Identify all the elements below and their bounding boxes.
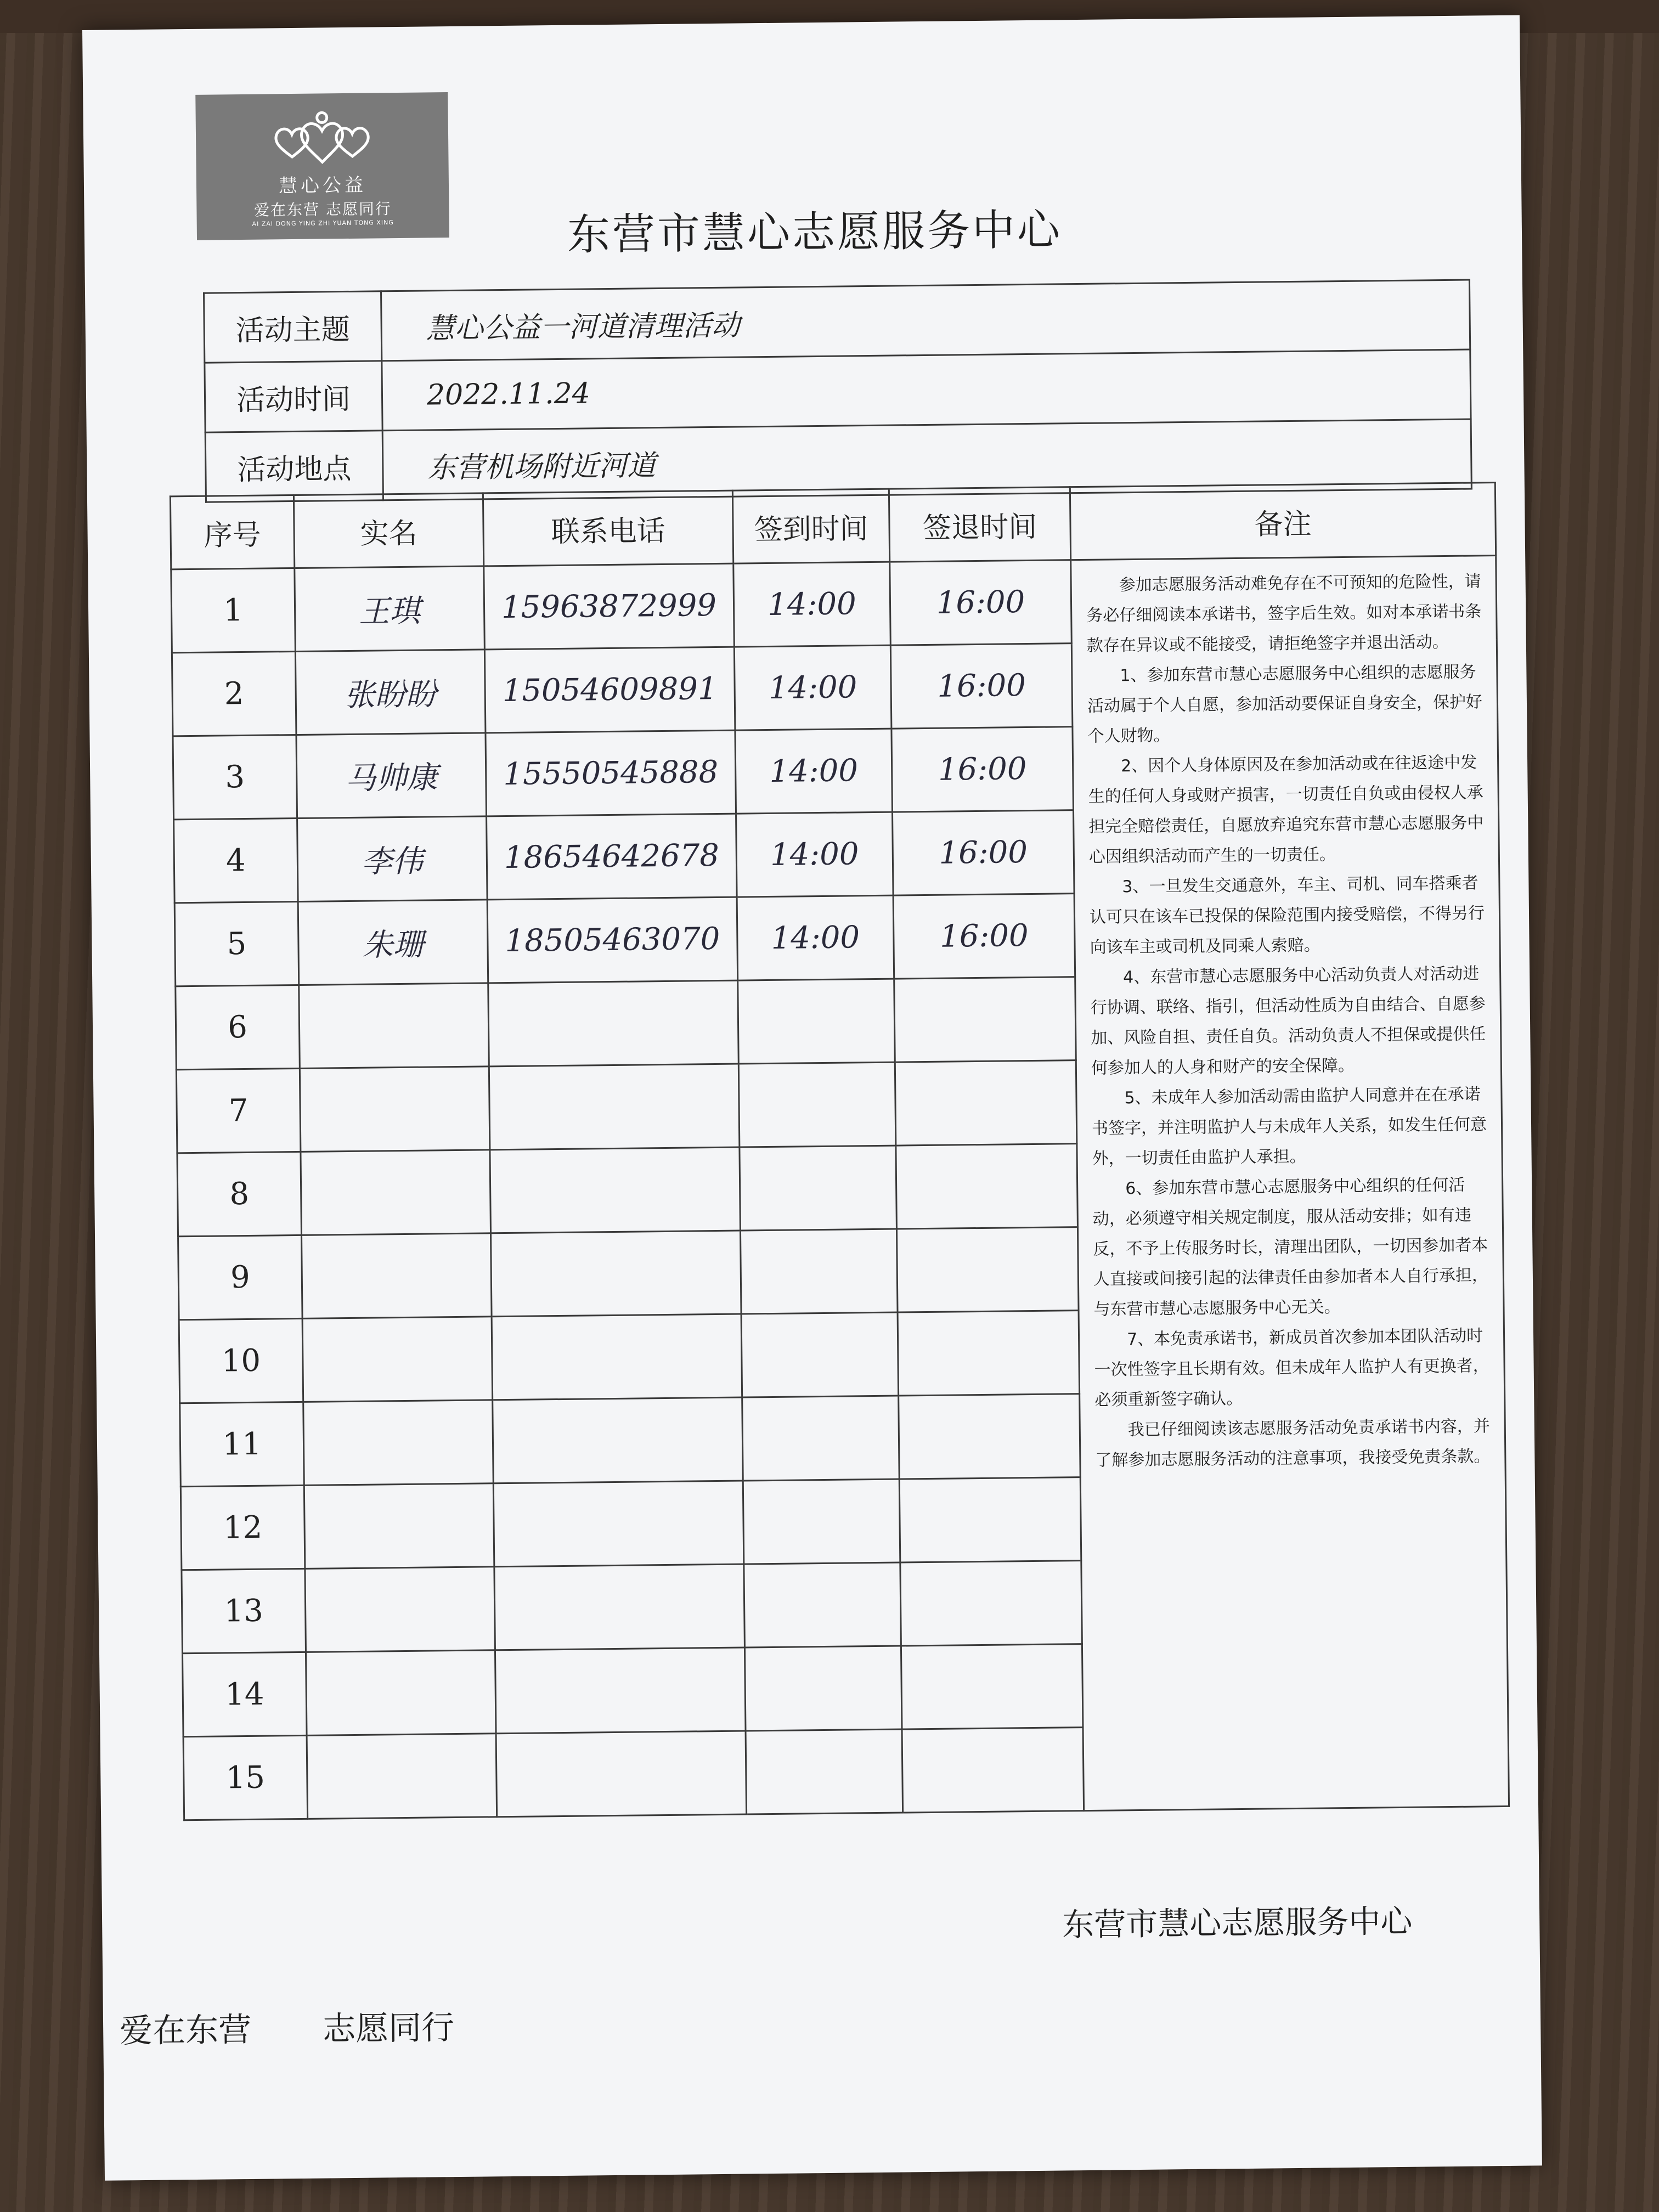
row-name — [301, 1150, 491, 1235]
row-phone — [489, 1064, 740, 1150]
row-number: 15 — [183, 1735, 308, 1820]
disclaimer-paragraph: 5、未成年人参加活动需由监护人同意并在在承诺书签字，并注明监护人与未成年人关系，如发生任何意外，一切责任由监护人承担。 — [1091, 1085, 1487, 1169]
row-checkin: 14:00 — [736, 812, 894, 897]
theme-value: 慧心公益一河道清理活动 — [381, 280, 1470, 361]
row-name — [305, 1567, 495, 1652]
theme-row — [204, 280, 1470, 363]
row-checkout — [895, 1060, 1077, 1146]
row-number: 1 — [171, 568, 296, 653]
row-checkout: 16:00 — [893, 810, 1075, 895]
row-checkout — [899, 1394, 1081, 1479]
time-value: 2022.11.24 — [382, 349, 1471, 431]
row-name — [306, 1650, 496, 1736]
row-name — [300, 1066, 490, 1152]
row-name — [299, 983, 489, 1069]
row-checkout — [902, 1728, 1084, 1813]
disclaimer-paragraph: 1、参加东营市慧心志愿服务中心组织的志愿服务活动属于个人自愿，参加活动要保证自身安全，保护好个人财物。 — [1087, 662, 1483, 746]
row-checkin — [741, 1312, 899, 1397]
header-phone: 联系电话 — [483, 490, 733, 566]
row-phone — [495, 1647, 746, 1734]
disclaimer-paragraph: 6、参加东营市慧心志愿服务中心组织的任何活动，必须遵守相关规定制度，服从活动安排；如有违反，不予上传服务时长，清理出团队，一切因参加者本人直接或间接引起的法律责任由参加者本人自行承担，与东营市慧心志愿服务中心无关。 — [1092, 1175, 1489, 1319]
row-checkin — [742, 1396, 900, 1481]
row-checkin — [738, 979, 895, 1064]
header-checkin: 签到时间 — [732, 489, 889, 563]
row-checkout — [899, 1477, 1081, 1562]
activity-info-table — [203, 279, 1472, 503]
time-row — [205, 349, 1471, 432]
row-number: 13 — [182, 1568, 306, 1653]
row-checkin — [746, 1729, 903, 1814]
row-checkout: 16:00 — [891, 727, 1074, 812]
row-name — [304, 1483, 494, 1569]
row-number: 5 — [174, 901, 299, 986]
row-phone — [492, 1314, 742, 1400]
row-phone — [496, 1731, 747, 1817]
disclaimer-paragraph: 2、因个人身体原因及在参加活动或在往返途中发生的任何人身或财产损害，一切责任自负或由侵权人承担完全赔偿责任，自愿放弃追究东营市慧心志愿服务中心因组织活动而产生的一切责任。 — [1088, 753, 1484, 867]
footer-slogan-left: 爱在东营 — [119, 2010, 252, 2051]
hearts-logo-icon — [196, 109, 449, 172]
row-name — [303, 1400, 494, 1486]
document-title: 东营市慧心志愿服务中心 — [567, 205, 1063, 260]
row-name: 王琪 — [295, 566, 485, 652]
row-phone: 18505463070 — [487, 897, 738, 983]
table-row — [171, 556, 1497, 653]
row-phone: 15550545888 — [486, 730, 736, 816]
row-number: 7 — [176, 1068, 301, 1153]
row-number: 8 — [177, 1152, 302, 1236]
row-checkin — [744, 1562, 901, 1647]
row-checkin — [738, 1062, 896, 1147]
disclaimer-paragraph: 参加志愿服务活动难免存在不可预知的危险性，请务必仔细阅读本承诺书，签字后生效。如对本承诺书条款存在异议或不能接受，请拒绝签字并退出活动。 — [1086, 572, 1482, 656]
table-header-row — [170, 483, 1496, 569]
disclaimer-paragraph: 3、一旦发生交通意外，车主、司机、同车搭乘者认可只在该车已投保的保险范围内接受赔偿，不得另行向该车主或司机及同乘人索赔。 — [1089, 873, 1485, 957]
row-number: 2 — [172, 651, 296, 736]
disclaimer-notes — [1071, 556, 1509, 1811]
row-checkin: 14:00 — [735, 729, 893, 814]
footer-slogan-right: 志愿同行 — [322, 2008, 455, 2049]
row-phone — [494, 1564, 745, 1650]
logo-pinyin: AI ZAI DONG YING ZHI YUAN TONG XING — [252, 219, 394, 228]
row-phone: 15963872999 — [484, 563, 735, 650]
row-name — [307, 1734, 497, 1819]
row-checkin — [744, 1646, 902, 1731]
theme-label: 活动主题 — [204, 291, 382, 363]
place-label: 活动地点 — [205, 431, 383, 502]
attendance-table — [170, 482, 1510, 1821]
row-name: 马帅康 — [296, 733, 487, 819]
signature-organization: 东营市慧心志愿服务中心 — [1062, 1902, 1413, 1944]
place-value: 东营机场附近河道 — [382, 419, 1471, 500]
row-checkout — [901, 1644, 1083, 1729]
row-number: 11 — [180, 1402, 304, 1486]
header-remarks: 备注 — [1070, 483, 1496, 560]
row-number: 3 — [173, 735, 297, 819]
row-checkin — [740, 1146, 897, 1231]
row-phone — [491, 1231, 742, 1317]
disclaimer-paragraph: 7、本免责承诺书，新成员首次参加本团队活动时一次性签字且长期有效。但未成年人监护人有更换者，必须重新签字确认。 — [1094, 1326, 1489, 1410]
disclaimer-paragraph: 我已仔细阅读该志愿服务活动免责承诺书内容，并了解参加志愿服务活动的注意事项，我接受免责条款。 — [1095, 1417, 1491, 1470]
row-name — [302, 1233, 492, 1319]
row-name: 张盼盼 — [295, 650, 486, 735]
row-checkout: 16:00 — [893, 894, 1075, 979]
row-phone — [490, 1147, 741, 1233]
row-checkout — [900, 1561, 1082, 1646]
row-number: 9 — [178, 1235, 303, 1319]
header-checkout: 签退时间 — [889, 487, 1070, 562]
row-phone: 18654642678 — [487, 814, 737, 900]
row-checkin — [740, 1229, 898, 1314]
row-number: 12 — [180, 1485, 305, 1570]
row-checkin: 14:00 — [737, 895, 894, 980]
row-checkout — [894, 977, 1076, 1062]
row-checkout — [896, 1144, 1078, 1229]
header-no: 序号 — [170, 495, 294, 569]
row-phone — [493, 1397, 743, 1483]
row-number: 6 — [176, 985, 300, 1069]
row-checkin — [743, 1479, 900, 1564]
header-name: 实名 — [294, 493, 483, 568]
row-number: 14 — [182, 1652, 307, 1736]
row-checkout: 16:00 — [890, 644, 1073, 729]
disclaimer-paragraph: 4、东营市慧心志愿服务中心活动负责人对活动进行协调、联络、指引，但活动性质为自由结合、自愿参加、风险自担、责任自负。活动负责人不担保或提供任何参加人的人身和财产的安全保障。 — [1090, 964, 1486, 1078]
row-name: 李伟 — [297, 816, 488, 902]
footer-slogan — [120, 2001, 455, 2052]
row-phone — [493, 1481, 744, 1567]
time-label: 活动时间 — [205, 361, 382, 432]
row-checkout — [898, 1311, 1080, 1396]
row-phone — [488, 980, 739, 1066]
row-name: 朱珊 — [298, 900, 488, 985]
row-checkout — [896, 1227, 1079, 1312]
row-phone: 15054609891 — [484, 647, 735, 733]
row-number: 4 — [174, 818, 298, 902]
row-checkin: 14:00 — [733, 562, 891, 647]
row-checkout: 16:00 — [890, 560, 1072, 645]
sign-in-sheet — [82, 15, 1542, 2181]
row-checkin: 14:00 — [734, 645, 891, 730]
row-number: 10 — [179, 1318, 303, 1403]
row-name — [302, 1317, 493, 1402]
logo-slogan: 爱在东营 志愿同行 — [253, 200, 392, 219]
logo — [195, 92, 449, 240]
logo-title: 慧心公益 — [278, 174, 367, 198]
